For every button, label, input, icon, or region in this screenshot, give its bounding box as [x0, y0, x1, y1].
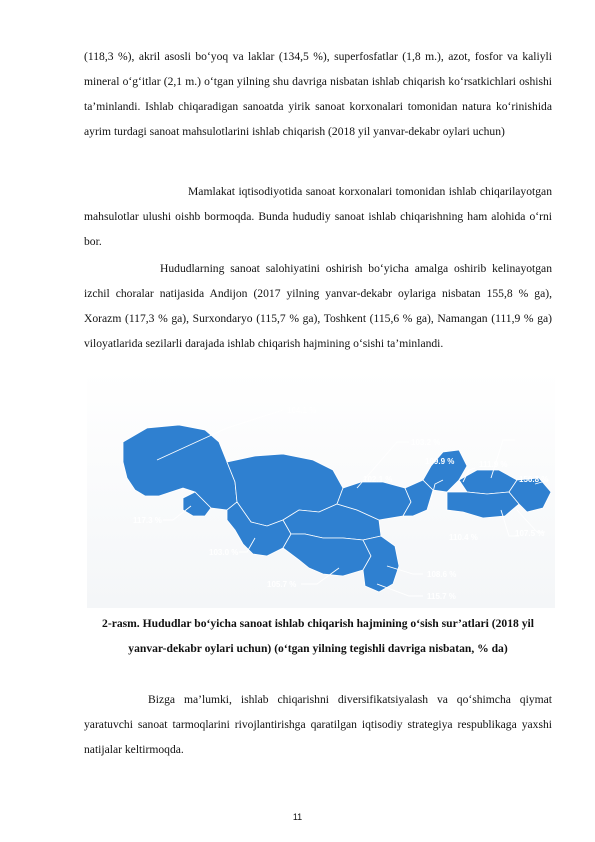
paragraph-4: Bizga ma’lumki, ishlab chiqarishni diversifikatsiyalash va qo‘shimcha qiymat yaratuvchi sanoat tarmoqlarini rivojlantirishga qaratilgan iqtisodiy strategiya respublikaga yaxshi natijalar keltirmoqda.: [84, 693, 552, 756]
label-fergana: 110.4 %: [449, 533, 478, 542]
label-jizzakh: 102.1 %: [363, 475, 393, 484]
uzbekistan-map-image: [87, 370, 555, 608]
label-khorezm: 117.3 %: [133, 516, 162, 525]
label-tashkent-city: 103.2 %: [411, 438, 441, 447]
label-kashkadarya: 105.7 %: [267, 580, 297, 589]
figure-caption: 2-rasm. Hududlar bo‘yicha sanoat ishlab chiqarish hajmining o‘sish sur’atlari (2018 yil yanvar-dekabr oylari uchun) (o‘tgan yilning tegishli davriga nisbatan, % da): [102, 617, 534, 655]
page-number: 11: [292, 812, 303, 822]
regional-growth-map: [87, 370, 555, 608]
paragraph-1: (118,3 %), akril asosli bo‘yoq va laklar (134,5 %), superfosfatlar (1,8 m.), azot, fosfor va kaliyli mineral o‘g‘itlar (2,1 m.) o‘tgan yilning shu davriga nisbatan ishlab chiqarish ko‘rsatkichlari oshishi ta’minlandi. Ishlab chiqaradigan sanoatda yirik sanoat korxonalari tomonidan natura ko‘rinishida ayrim turdagi sanoat mahsulotlarini ishlab chiqarish (2018 yil yanvar-dekabr oylari uchun): [84, 50, 552, 138]
label-surkhandarya-north: 108.6 %: [427, 570, 457, 579]
label-surkhandarya: 115.7 %: [427, 592, 456, 601]
paragraph-3: Hududlarning sanoat salohiyatini oshirish bo‘yicha amalga oshirib kelinayotgan izchil choralar natijasida Andijon (2017 yilning yanvar-dekabr oylariga nisbatan 155,8 % ga), Xorazm (117,3 % ga), Surxondaryo (115,7 % ga), Toshkent (115,6 % ga), Namangan (111,9 % ga) viloyatlarida sezilarli darajada ishlab chiqarish hajmining o‘sishi ta’minlandi.: [84, 262, 552, 350]
label-namangan-west: 109.9 %: [425, 457, 455, 466]
label-bukhara: 103.0 %: [209, 548, 239, 557]
label-andijan: 156.8 %: [519, 475, 549, 484]
label-namangan: 111.9 %: [479, 460, 508, 469]
label-karakalpakstan: 104.1 %: [287, 406, 317, 415]
label-andijan-south: 107.5 %: [515, 529, 545, 538]
paragraph-2: Mamlakat iqtisodiyotida sanoat korxonalari tomonidan ishlab chiqarilayotgan mahsulotlar ulushi oishb bormoqda. Bunda hududiy sanoat ishlab chiqarishning ham alohida o‘rni bor.: [84, 185, 552, 248]
